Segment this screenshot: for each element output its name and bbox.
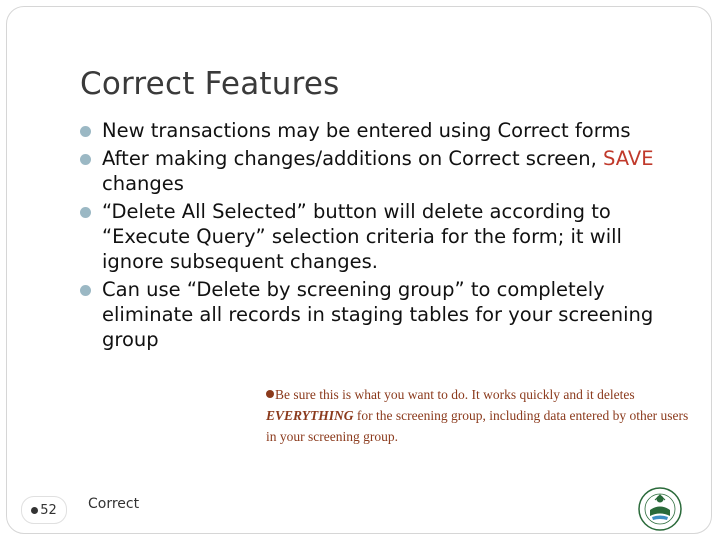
bullet-text: “Delete All Selected” button will delete according to “Execute Query” selection criteria for the form; it will ignore subsequent changes. (102, 200, 622, 273)
save-highlight: SAVE (603, 147, 654, 170)
note-bullet-icon (266, 390, 274, 398)
bullet-icon (80, 207, 91, 218)
note-text-tail: for the screening group, including data entered by other users in your screening group. (266, 408, 689, 444)
bullet-icon (80, 154, 91, 165)
page-number: 52 (40, 502, 57, 518)
page-number-bullet-icon (31, 507, 38, 514)
bullet-icon (80, 285, 91, 296)
page-number-badge (21, 496, 67, 524)
warning-note (266, 384, 696, 447)
bullet-text: New transactions may be entered using Correct forms (102, 119, 631, 142)
bullet-text: Can use “Delete by screening group” to completely eliminate all records in staging tables for your screening group (102, 278, 654, 351)
bullet-item (78, 146, 688, 196)
bullet-item (78, 118, 688, 143)
bullet-item (78, 199, 688, 274)
footer-label: Correct (88, 496, 140, 512)
epa-seal-logo-icon (636, 486, 684, 532)
bullet-item (78, 277, 688, 352)
note-text: Be sure this is what you want to do. It works quickly and it deletes (275, 387, 635, 402)
bullet-list (78, 118, 688, 355)
bullet-text-tail: changes (102, 172, 184, 195)
slide-title: Correct Features (80, 66, 340, 102)
note-emphasis: EVERYTHING (266, 408, 354, 423)
bullet-icon (80, 126, 91, 137)
bullet-text: After making changes/additions on Correct screen, (102, 147, 604, 170)
